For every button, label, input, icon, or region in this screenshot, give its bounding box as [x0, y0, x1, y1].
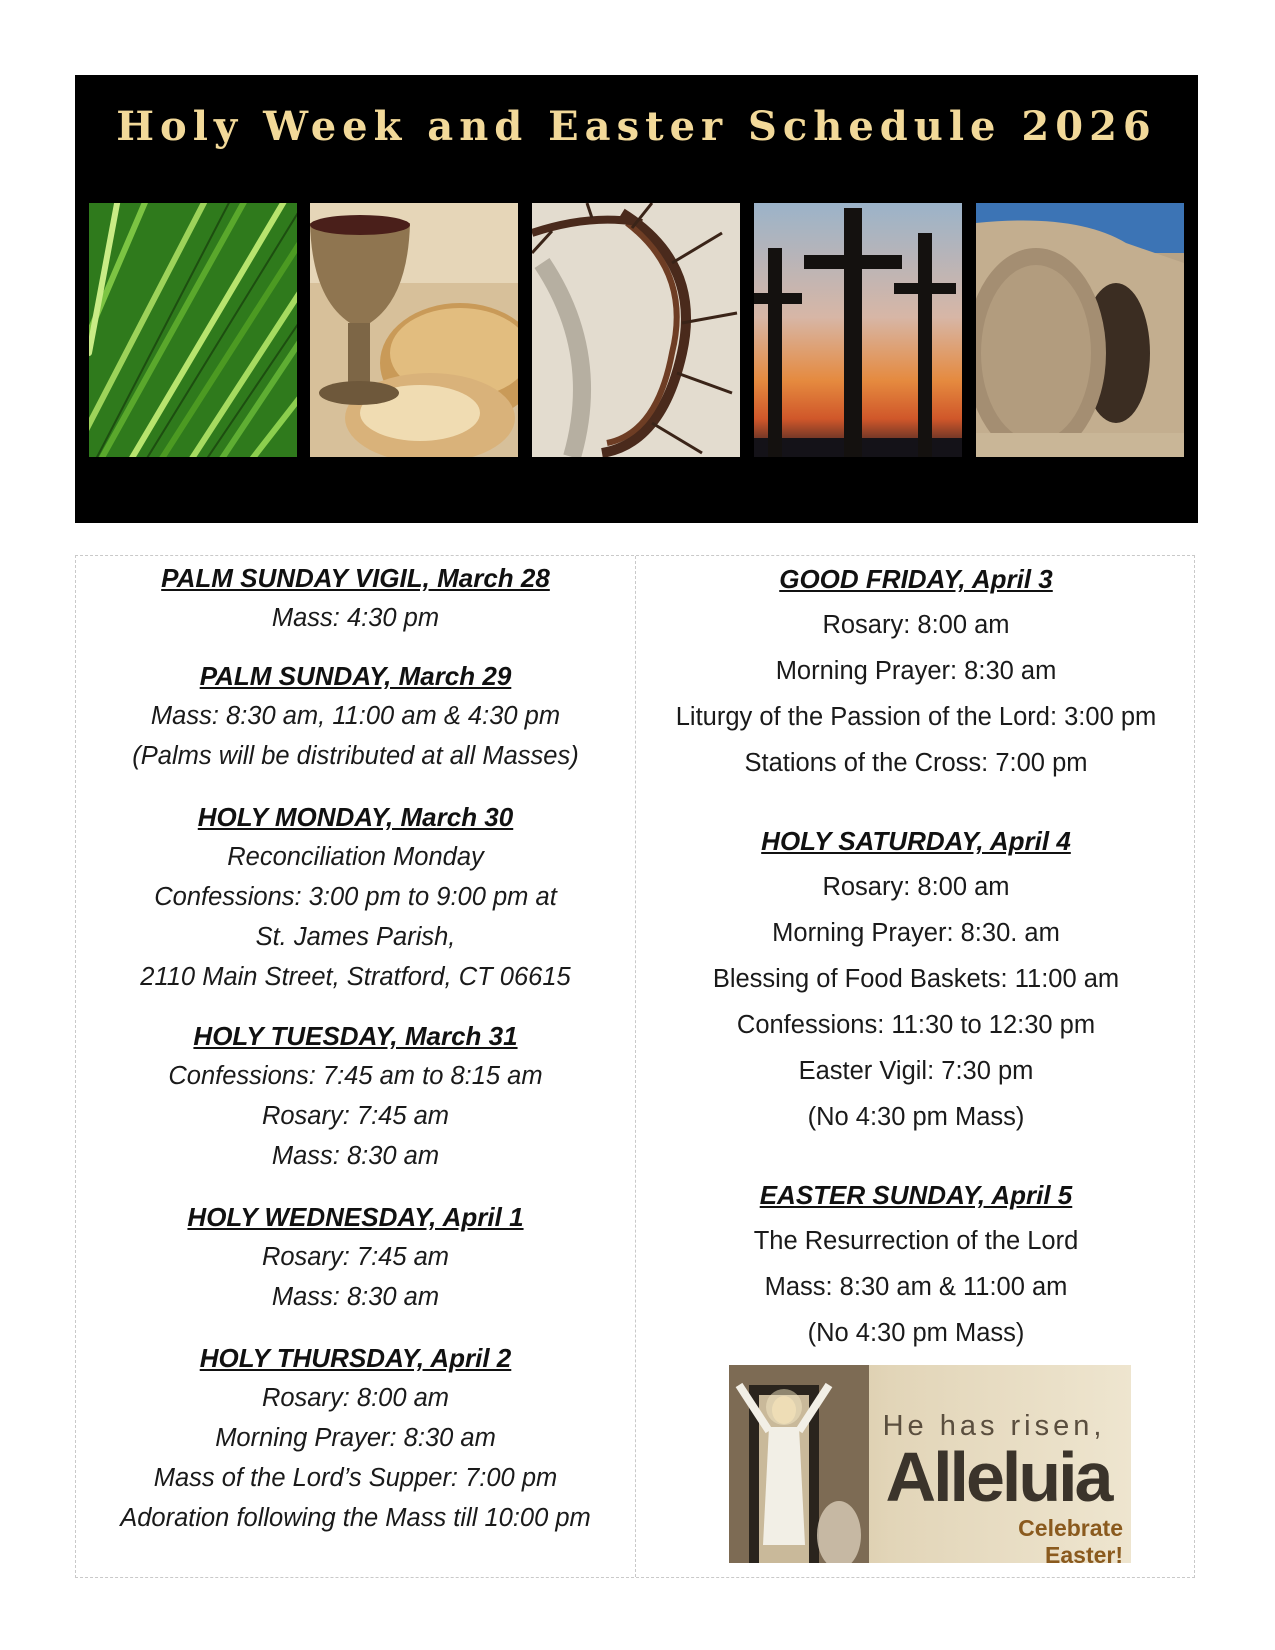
event-palm-sunday	[76, 656, 635, 776]
event-line: (Palms will be distributed at all Masses)	[132, 742, 579, 770]
event-line: 2110 Main Street, Stratford, CT 06615	[140, 963, 571, 991]
header-banner	[75, 75, 1198, 523]
empty-tomb-image	[976, 203, 1184, 457]
event-line: Morning Prayer: 8:30 am	[775, 657, 1057, 685]
event-line: Confessions: 7:45 am to 8:15 am	[168, 1062, 543, 1090]
event-line: Rosary: 7:45 am	[261, 1243, 450, 1271]
event-line: Mass of the Lord’s Supper: 7:00 pm	[153, 1464, 558, 1492]
event-line: Rosary: 7:45 am	[261, 1102, 450, 1130]
event-line: (No 4:30 pm Mass)	[807, 1103, 1025, 1131]
event-holy-wednesday	[76, 1197, 635, 1317]
tagline-text: He has risen,	[882, 1410, 1106, 1442]
event-heading: EASTER SUNDAY, April 5	[759, 1180, 1073, 1210]
event-heading: HOLY THURSDAY, April 2	[199, 1343, 512, 1373]
event-line: Rosary: 8:00 am	[822, 873, 1010, 901]
event-easter-sunday	[636, 1172, 1196, 1356]
crown-of-thorns-image	[532, 203, 740, 457]
image-strip	[89, 203, 1189, 457]
chalice-bread-image	[310, 203, 518, 457]
event-line: The Resurrection of the Lord	[753, 1227, 1079, 1255]
event-line: Easter Vigil: 7:30 pm	[798, 1057, 1034, 1085]
event-holy-thursday	[76, 1338, 635, 1538]
event-line: Adoration following the Mass till 10:00 pm	[120, 1504, 591, 1532]
alleluia-graphic	[729, 1365, 1131, 1563]
event-palm-sunday-vigil	[76, 558, 635, 638]
event-line: Morning Prayer: 8:30. am	[772, 919, 1060, 947]
palm-leaves-image	[89, 203, 297, 457]
event-line: St. James Parish,	[255, 923, 456, 951]
event-heading: HOLY TUESDAY, March 31	[193, 1021, 518, 1051]
event-holy-saturday	[636, 818, 1196, 1140]
event-line: Confessions: 3:00 pm to 9:00 pm at	[154, 883, 557, 911]
event-line: (No 4:30 pm Mass)	[807, 1319, 1025, 1347]
event-heading: PALM SUNDAY, March 29	[199, 661, 512, 691]
celebrate-text: Celebrate Easter!	[1018, 1515, 1123, 1563]
event-line: Morning Prayer: 8:30 am	[215, 1424, 496, 1452]
page-title: Holy Week and Easter Schedule 2026	[116, 103, 1157, 150]
event-line: Confessions: 11:30 to 12:30 pm	[736, 1011, 1096, 1039]
event-line: Mass: 8:30 am	[271, 1142, 440, 1170]
event-line: Rosary: 8:00 am	[822, 611, 1010, 639]
event-line: Liturgy of the Passion of the Lord: 3:00 pm	[675, 703, 1157, 731]
event-line: Mass: 8:30 am	[271, 1283, 440, 1311]
event-line: Rosary: 8:00 am	[261, 1384, 450, 1412]
event-heading: HOLY SATURDAY, April 4	[761, 826, 1071, 856]
event-holy-monday	[76, 797, 635, 997]
event-heading: HOLY WEDNESDAY, April 1	[187, 1202, 524, 1232]
event-heading: PALM SUNDAY VIGIL, March 28	[161, 563, 550, 593]
event-holy-tuesday	[76, 1016, 635, 1176]
event-heading: GOOD FRIDAY, April 3	[779, 564, 1053, 594]
event-line: Reconciliation Monday	[227, 843, 484, 871]
event-line: Blessing of Food Baskets: 11:00 am	[712, 965, 1120, 993]
event-heading: HOLY MONDAY, March 30	[197, 802, 514, 832]
event-line: Mass: 8:30 am & 11:00 am	[764, 1273, 1068, 1301]
alleluia-text: Alleluia	[885, 1438, 1111, 1516]
risen-christ-icon	[729, 1365, 869, 1563]
event-line: Mass: 8:30 am, 11:00 am & 4:30 pm	[150, 702, 561, 730]
event-good-friday	[636, 556, 1196, 786]
event-line: Stations of the Cross: 7:00 pm	[744, 749, 1088, 777]
event-line: Mass: 4:30 pm	[271, 604, 440, 632]
three-crosses-image	[754, 203, 962, 457]
